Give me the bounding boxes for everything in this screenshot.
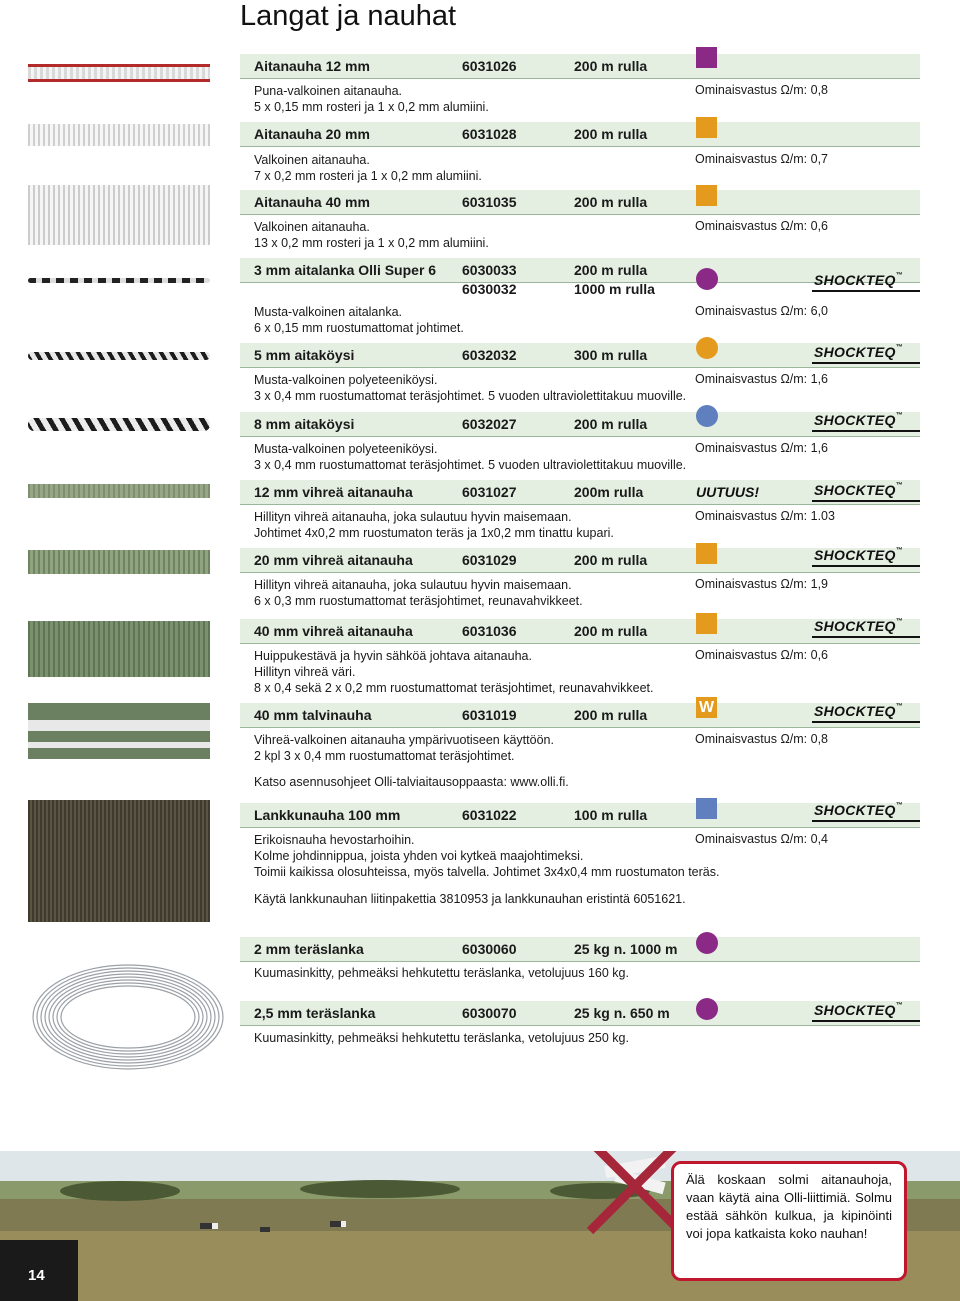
tape-image-white-40 <box>28 185 210 245</box>
badge-square-orange <box>696 185 717 206</box>
product-header: 5 mm aitaköysi 6032032 300 m rulla <box>240 343 920 367</box>
product-desc: Valkoinen aitanauha. <box>254 220 370 234</box>
badge-square-purple <box>696 47 717 68</box>
product-desc: 3 x 0,4 mm ruostumattomat teräsjohtimet. 5 vuoden ultraviolettitakuu muoville. <box>254 389 687 403</box>
shockteq-logo: SHOCKTEQ™ <box>812 270 920 292</box>
shockteq-logo: SHOCKTEQ™ <box>812 410 920 432</box>
product-desc: Puna-valkoinen aitanauha. <box>254 84 403 98</box>
rope-image-8mm <box>28 418 210 431</box>
shockteq-logo: SHOCKTEQ™ <box>812 616 920 638</box>
page-number-box <box>0 1240 78 1301</box>
product-desc: 8 x 0,4 sekä 2 x 0,2 mm ruostumattomat teräsjohtimet, reunavahvikkeet. <box>254 681 654 695</box>
product-header: 12 mm vihreä aitanauha 6031027 200m rulla <box>240 480 920 504</box>
resistance-value: Ominaisvastus Ω/m: 1,6 <box>695 441 828 455</box>
tape-image-white-20 <box>28 124 210 146</box>
product-header: 8 mm aitaköysi 6032027 200 m rulla <box>240 412 920 436</box>
product-desc: Valkoinen aitanauha. <box>254 153 370 167</box>
product-desc: Musta-valkoinen aitalanka. <box>254 305 402 319</box>
product-desc: Huippukestävä ja hyvin sähköä johtava aitanauha. <box>254 649 532 663</box>
wire-image-3mm <box>28 278 210 283</box>
tape-image-red-white <box>28 64 210 82</box>
product-desc: 13 x 0,2 mm rosteri ja 1 x 0,2 mm alumiini. <box>254 236 489 250</box>
product-header: 40 mm talvinauha 6031019 200 m rulla <box>240 703 920 727</box>
product-code-2: 6030032 <box>462 281 517 297</box>
resistance-value: Ominaisvastus Ω/m: 0,6 <box>695 219 828 233</box>
product-header: Aitanauha 40 mm 6031035 200 m rulla <box>240 190 920 214</box>
shockteq-logo: SHOCKTEQ™ <box>812 342 920 364</box>
product-desc: Hillityn vihreä väri. <box>254 665 356 679</box>
badge-circle-blue <box>696 405 718 427</box>
shockteq-logo: SHOCKTEQ™ <box>812 1000 920 1022</box>
shockteq-logo: SHOCKTEQ™ <box>812 480 920 502</box>
product-header: 40 mm vihreä aitanauha 6031036 200 m rulla <box>240 619 920 643</box>
badge-square-orange <box>696 613 717 634</box>
product-header: 20 mm vihreä aitanauha 6031029 200 m rulla <box>240 548 920 572</box>
product-desc: Vihreä-valkoinen aitanauha ympärivuotiseen käyttöön. <box>254 733 554 747</box>
product-desc: 3 x 0,4 mm ruostumattomat teräsjohtimet. 5 vuoden ultraviolettitakuu muoville. <box>254 458 687 472</box>
product-header: Lankkunauha 100 mm 6031022 100 m rulla <box>240 803 920 827</box>
tape-image-green-20 <box>28 550 210 574</box>
product-header: 2,5 mm teräslanka 6030070 25 kg n. 650 m <box>240 1001 920 1025</box>
warning-text: Älä koskaan solmi aitanauhoja, vaan käytä aina Olli-liittimiä. Solmu estää sähkön kulkua, ja kipinöinti voi jopa katkaista koko nauhan! <box>686 1172 892 1241</box>
badge-circle-purple <box>696 268 718 290</box>
steel-wire-coil-image <box>28 955 228 1075</box>
shockteq-logo: SHOCKTEQ™ <box>812 800 920 822</box>
resistance-value: Ominaisvastus Ω/m: 6,0 <box>695 304 828 318</box>
product-desc: 7 x 0,2 mm rosteri ja 1 x 0,2 mm alumiini. <box>254 169 482 183</box>
lankku-note: Käytä lankkunauhan liitinpakettia 3810953 ja lankkunauhan eristintä 6051621. <box>254 892 686 906</box>
badge-winter-w: W <box>696 697 717 718</box>
product-desc: Toimii kaikissa olosuhteissa, myös talvella. Johtimet 3x4x0,4 mm ruostumaton teräs. <box>254 865 720 879</box>
product-pack-2: 1000 m rulla <box>574 281 655 297</box>
resistance-value: Ominaisvastus Ω/m: 1.03 <box>695 509 835 523</box>
resistance-value: Ominaisvastus Ω/m: 0,7 <box>695 152 828 166</box>
tape-image-winter <box>28 703 210 759</box>
page-title: Langat ja nauhat <box>240 0 457 32</box>
product-desc: 5 x 0,15 mm rosteri ja 1 x 0,2 mm alumiini. <box>254 100 489 114</box>
product-desc: Kolme johdinnippua, joista yhden voi kytkeä maajohtimeksi. <box>254 849 584 863</box>
product-desc: Hillityn vihreä aitanauha, joka sulautuu hyvin maisemaan. <box>254 578 572 592</box>
product-desc: Johtimet 4x0,2 mm ruostumaton teräs ja 1x0,2 mm tinattu kupari. <box>254 526 614 540</box>
tape-image-green-40 <box>28 621 210 677</box>
badge-square-orange <box>696 117 717 138</box>
product-header: 3 mm aitalanka Olli Super 6 6030033 200 m rulla <box>240 258 920 282</box>
tape-image-green-12 <box>28 484 210 498</box>
product-desc: Kuumasinkitty, pehmeäksi hehkutettu teräslanka, vetolujuus 160 kg. <box>254 966 629 980</box>
product-header: 2 mm teräslanka 6030060 25 kg n. 1000 m <box>240 937 920 961</box>
badge-square-blue <box>696 798 717 819</box>
product-desc: Erikoisnauha hevostarhoihin. <box>254 833 415 847</box>
badge-circle-orange <box>696 337 718 359</box>
shockteq-logo: SHOCKTEQ™ <box>812 701 920 723</box>
product-desc: Kuumasinkitty, pehmeäksi hehkutettu teräslanka, vetolujuus 250 kg. <box>254 1031 629 1045</box>
badge-circle-purple <box>696 998 718 1020</box>
badge-circle-purple <box>696 932 718 954</box>
product-header: Aitanauha 12 mm 6031026 200 m rulla <box>240 54 920 78</box>
install-note: Katso asennusohjeet Olli-talviaitausoppaasta: www.olli.fi. <box>254 775 569 789</box>
resistance-value: Ominaisvastus Ω/m: 0,8 <box>695 83 828 97</box>
page-number: 14 <box>28 1267 45 1284</box>
product-desc: Musta-valkoinen polyeteeniköysi. <box>254 373 438 387</box>
product-desc: Hillityn vihreä aitanauha, joka sulautuu hyvin maisemaan. <box>254 510 572 524</box>
rope-image-5mm <box>28 352 210 360</box>
product-desc: Musta-valkoinen polyeteeniköysi. <box>254 442 438 456</box>
resistance-value: Ominaisvastus Ω/m: 1,9 <box>695 577 828 591</box>
resistance-value: Ominaisvastus Ω/m: 0,4 <box>695 832 828 846</box>
product-header: Aitanauha 20 mm 6031028 200 m rulla <box>240 122 920 146</box>
new-label: UUTUUS! <box>696 484 759 500</box>
product-desc: 6 x 0,3 mm ruostumattomat teräsjohtimet, reunavahvikkeet. <box>254 594 583 608</box>
tape-image-lankku <box>28 800 210 922</box>
resistance-value: Ominaisvastus Ω/m: 0,8 <box>695 732 828 746</box>
badge-square-orange <box>696 543 717 564</box>
product-desc: 6 x 0,15 mm ruostumattomat johtimet. <box>254 321 464 335</box>
shockteq-logo: SHOCKTEQ™ <box>812 545 920 567</box>
product-desc: 2 kpl 3 x 0,4 mm ruostumattomat teräsjohtimet. <box>254 749 515 763</box>
resistance-value: Ominaisvastus Ω/m: 0,6 <box>695 648 828 662</box>
warning-callout <box>671 1161 907 1281</box>
resistance-value: Ominaisvastus Ω/m: 1,6 <box>695 372 828 386</box>
